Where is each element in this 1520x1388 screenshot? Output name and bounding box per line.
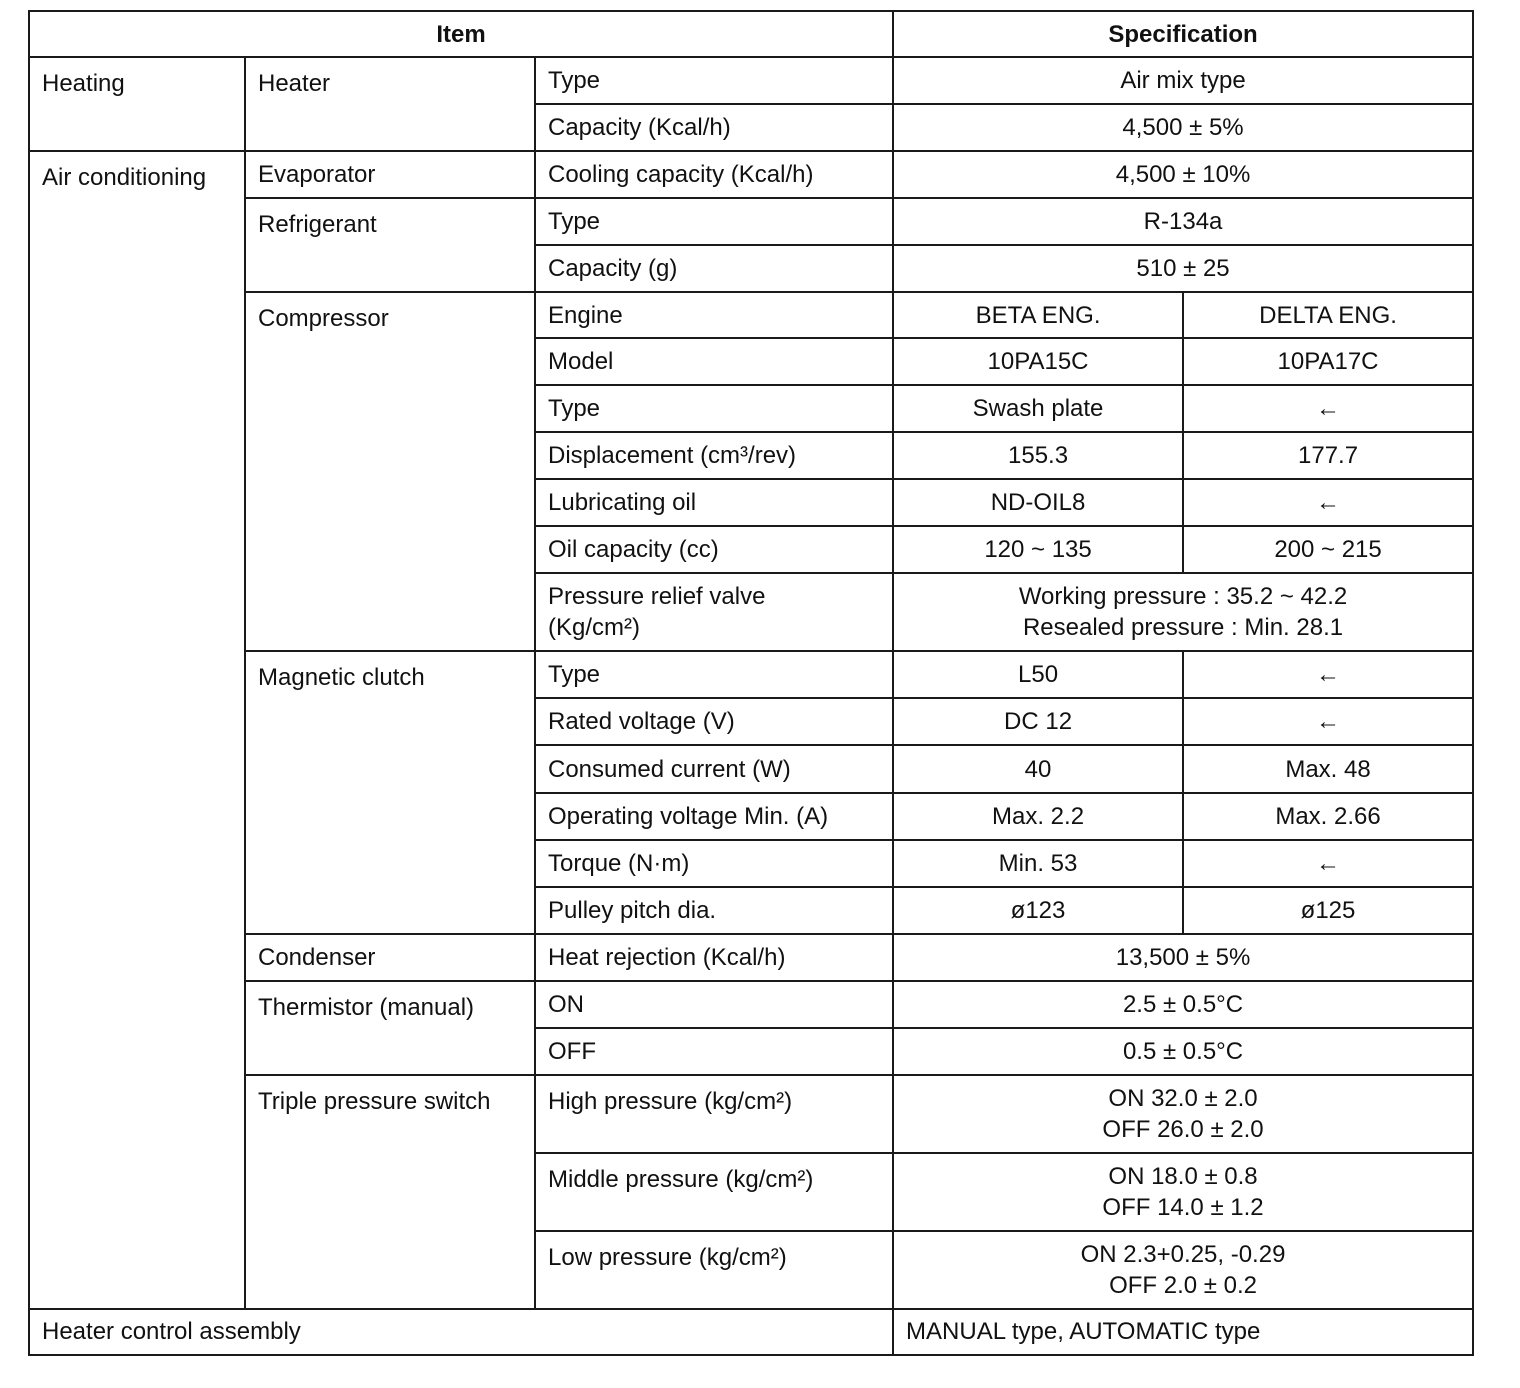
high-on-value: ON 32.0 ± 2.0: [1108, 1084, 1258, 1112]
heater-control-label: Heater control assembly: [29, 1309, 893, 1355]
row-label: Type: [535, 385, 893, 432]
compressor-label: Compressor: [245, 292, 535, 651]
beta-value: 155.3: [893, 432, 1183, 479]
delta-value: 177.7: [1183, 432, 1473, 479]
row-label: Type: [535, 651, 893, 698]
beta-value: 120 ~ 135: [893, 526, 1183, 573]
row-value: [893, 1231, 1473, 1309]
row-label: Torque (N·m): [535, 840, 893, 887]
table-row: [29, 651, 1473, 698]
high-off-value: OFF 26.0 ± 2.0: [1102, 1115, 1264, 1143]
delta-value: ø125: [1183, 887, 1473, 934]
air-conditioning-label: Air conditioning: [29, 151, 245, 1309]
beta-value: Min. 53: [893, 840, 1183, 887]
row-label: High pressure (kg/cm²): [535, 1075, 893, 1153]
beta-value: 10PA15C: [893, 338, 1183, 385]
row-label: Consumed current (W): [535, 745, 893, 792]
row-value: [893, 1075, 1473, 1153]
relief-unit-line: (Kg/cm²): [548, 614, 640, 642]
working-pressure: Working pressure : 35.2 ~ 42.2: [1018, 583, 1348, 611]
row-label: Type: [535, 57, 893, 104]
delta-value: 10PA17C: [1183, 338, 1473, 385]
table-row: [29, 934, 1473, 981]
table-row: [29, 57, 1473, 104]
same-as-left-arrow: ←: [1183, 385, 1473, 432]
row-value: 13,500 ± 5%: [893, 934, 1473, 981]
row-label: Rated voltage (V): [535, 698, 893, 745]
table-row: [29, 981, 1473, 1028]
delta-value: Max. 48: [1183, 745, 1473, 792]
same-as-left-arrow: ←: [1183, 479, 1473, 526]
row-label: Type: [535, 198, 893, 245]
row-label: OFF: [535, 1028, 893, 1075]
row-label: Oil capacity (cc): [535, 526, 893, 573]
row-label: Cooling capacity (Kcal/h): [535, 151, 893, 198]
row-label: ON: [535, 981, 893, 1028]
heater-label: Heater: [245, 57, 535, 151]
resealed-pressure: Resealed pressure : Min. 28.1: [1022, 614, 1344, 642]
row-label: Middle pressure (kg/cm²): [535, 1153, 893, 1231]
same-as-left-arrow: ←: [1183, 651, 1473, 698]
relief-label-line: Pressure relief valve: [548, 583, 766, 611]
row-value: 2.5 ± 0.5°C: [893, 981, 1473, 1028]
condenser-label: Condenser: [245, 934, 535, 981]
row-value: 4,500 ± 5%: [893, 104, 1473, 151]
header-row: [29, 11, 1473, 57]
row-value: [893, 573, 1473, 651]
row-value: Air mix type: [893, 57, 1473, 104]
triple-pressure-switch-label: Triple pressure switch: [245, 1075, 535, 1309]
heating-label: Heating: [29, 57, 245, 151]
same-as-left-arrow: ←: [1183, 698, 1473, 745]
row-label: Engine: [535, 292, 893, 338]
beta-value: ND-OIL8: [893, 479, 1183, 526]
beta-value: ø123: [893, 887, 1183, 934]
row-label: Operating voltage Min. (A): [535, 793, 893, 840]
row-label: Capacity (g): [535, 245, 893, 292]
row-label: Low pressure (kg/cm²): [535, 1231, 893, 1309]
row-label: Heat rejection (Kcal/h): [535, 934, 893, 981]
beta-value: Max. 2.2: [893, 793, 1183, 840]
row-value: 0.5 ± 0.5°C: [893, 1028, 1473, 1075]
row-value: 4,500 ± 10%: [893, 151, 1473, 198]
thermistor-label: Thermistor (manual): [245, 981, 535, 1075]
delta-value: 200 ~ 215: [1183, 526, 1473, 573]
evaporator-label: Evaporator: [245, 151, 535, 198]
delta-value: Max. 2.66: [1183, 793, 1473, 840]
table-row: [29, 1309, 1473, 1355]
row-label: Displacement (cm³/rev): [535, 432, 893, 479]
beta-value: DC 12: [893, 698, 1183, 745]
row-label: Lubricating oil: [535, 479, 893, 526]
row-value: [893, 1153, 1473, 1231]
delta-engine-header: DELTA ENG.: [1183, 292, 1473, 338]
row-label: Capacity (Kcal/h): [535, 104, 893, 151]
middle-off-value: OFF 14.0 ± 1.2: [1102, 1193, 1264, 1221]
middle-on-value: ON 18.0 ± 0.8: [1108, 1162, 1258, 1190]
table-row: [29, 198, 1473, 245]
beta-value: Swash plate: [893, 385, 1183, 432]
refrigerant-label: Refrigerant: [245, 198, 535, 292]
specification-table: [28, 10, 1474, 1356]
table-row: [29, 292, 1473, 338]
beta-value: L50: [893, 651, 1183, 698]
item-header: Item: [29, 11, 893, 57]
same-as-left-arrow: ←: [1183, 840, 1473, 887]
row-label: [535, 573, 893, 651]
low-off-value: OFF 2.0 ± 0.2: [1109, 1271, 1257, 1299]
heater-control-value: MANUAL type, AUTOMATIC type: [893, 1309, 1473, 1355]
table-row: [29, 1075, 1473, 1153]
row-value: 510 ± 25: [893, 245, 1473, 292]
beta-engine-header: BETA ENG.: [893, 292, 1183, 338]
row-label: Model: [535, 338, 893, 385]
low-on-value: ON 2.3+0.25, -0.29: [1080, 1240, 1286, 1268]
table-row: [29, 151, 1473, 198]
row-value: R-134a: [893, 198, 1473, 245]
row-label: Pulley pitch dia.: [535, 887, 893, 934]
specification-header: Specification: [893, 11, 1473, 57]
beta-value: 40: [893, 745, 1183, 792]
magnetic-clutch-label: Magnetic clutch: [245, 651, 535, 933]
